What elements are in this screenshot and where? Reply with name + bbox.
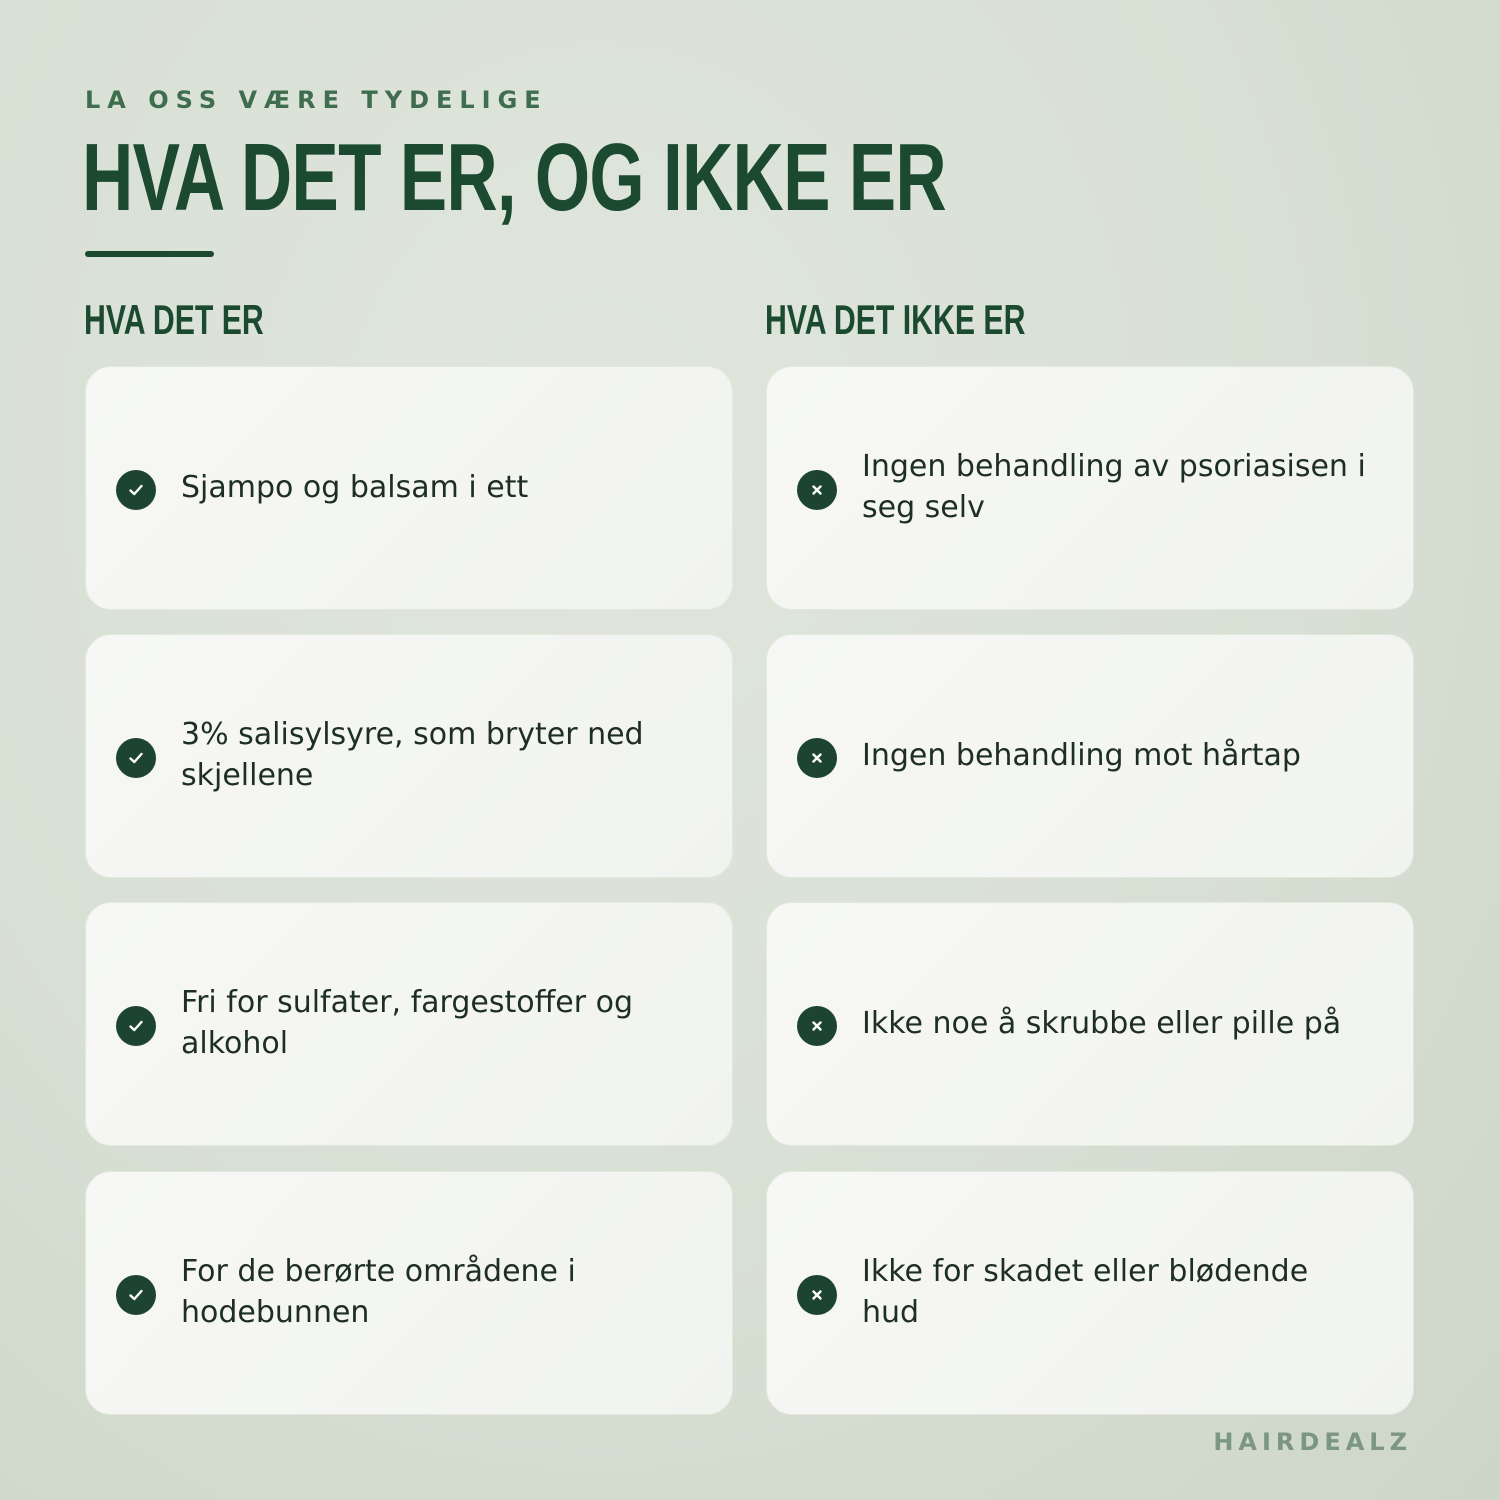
column-heading-is-not: HVA DET IKKE ER xyxy=(765,296,1026,343)
title-underline xyxy=(85,251,214,257)
list-item-is xyxy=(85,634,733,878)
list-item-text: Ikke for skadet eller blødende hud xyxy=(862,1254,1309,1330)
close-icon xyxy=(797,1275,837,1315)
list-item-is-not xyxy=(766,634,1414,878)
list-item-text: Fri for sulfater, fargestoffer og alkohol xyxy=(181,985,634,1061)
list-item-text: Sjampo og balsam i ett xyxy=(181,469,529,505)
close-icon xyxy=(797,1006,837,1046)
list-item-text: 3% salisylsyre, som bryter ned skjellene xyxy=(181,717,644,793)
list-item-is-not xyxy=(766,1171,1414,1415)
list-item-text: Ikke noe å skrubbe eller pille på xyxy=(862,1005,1342,1041)
column-heading-is: HVA DET ER xyxy=(84,296,264,343)
check-icon xyxy=(116,1006,156,1046)
close-icon xyxy=(797,738,837,778)
list-item-is xyxy=(85,366,733,610)
close-icon xyxy=(797,470,837,510)
page-title: HVA DET ER, OG IKKE ER xyxy=(82,124,946,231)
list-item-is-not xyxy=(766,366,1414,610)
check-icon xyxy=(116,470,156,510)
list-item-is xyxy=(85,902,733,1146)
eyebrow-label: LA OSS VÆRE TYDELIGE xyxy=(85,86,548,114)
list-item-text: Ingen behandling mot hårtap xyxy=(862,737,1301,773)
check-icon xyxy=(116,1275,156,1315)
list-item-is-not xyxy=(766,902,1414,1146)
list-item-text: For de berørte områdene i hodebunnen xyxy=(181,1254,576,1330)
list-item-is xyxy=(85,1171,733,1415)
brand-logo: HAIRDEALZ xyxy=(1213,1428,1412,1456)
list-item-text: Ingen behandling av psoriasisen i seg selv xyxy=(862,449,1366,525)
check-icon xyxy=(116,738,156,778)
